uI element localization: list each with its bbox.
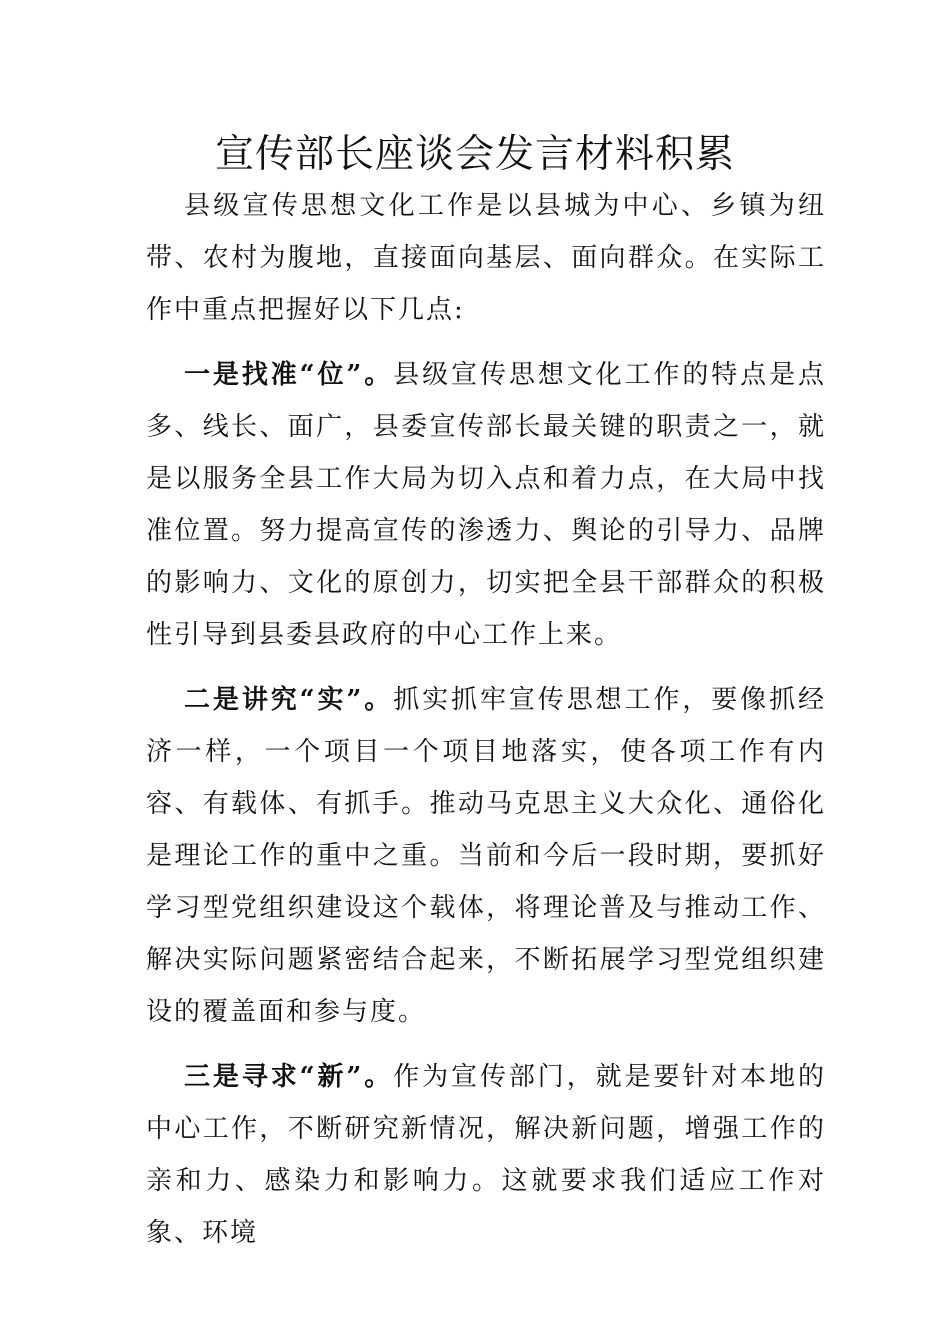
paragraph-point-1 — [146, 349, 826, 661]
paragraph-text: 作为宣传部门，就是要针对本地的中心工作，不断研究新情况，解决新问题，增强工作的亲和力、感染力和影响力。这就要求我们适应工作对象、环境 — [146, 1062, 826, 1248]
paragraph-point-2 — [146, 674, 826, 1038]
document-title: 宣传部长座谈会发言材料积累 — [214, 132, 735, 177]
paragraph-lead: 二是讲究“实”。 — [184, 685, 394, 715]
paragraph-text: 抓实抓牢宣传思想工作，要像抓经济一样，一个项目一个项目地落实，使各项工作有内容、有载体、有抓手。推动马克思主义大众化、通俗化是理论工作的重中之重。当前和今后一段时期，要抓好学习型党组织建设这个载体，将理论普及与推动工作、解决实际问题紧密结合起来，不断拓展学习型党组织建设的覆盖面和参与度。 — [146, 685, 826, 1027]
paragraph-lead: 三是寻求“新”。 — [184, 1062, 394, 1092]
paragraph-text: 县级宣传思想文化工作是以县城为中心、乡镇为纽带、农村为腹地，直接面向基层、面向群众。在实际工作中重点把握好以下几点: — [146, 191, 826, 325]
paragraph-intro — [146, 180, 826, 336]
document-body — [146, 180, 826, 1259]
paragraph-point-3 — [146, 1051, 826, 1259]
paragraph-text: 县级宣传思想文化工作的特点是点多、线长、面广，县委宣传部长最关键的职责之一，就是以服务全县工作大局为切入点和着力点，在大局中找准位置。努力提高宣传的渗透力、舆论的引导力、品牌的影响力、文化的原创力，切实把全县干部群众的积极性引导到县委县政府的中心工作上来。 — [146, 360, 826, 650]
paragraph-lead: 一是找准“位”。 — [184, 360, 394, 390]
